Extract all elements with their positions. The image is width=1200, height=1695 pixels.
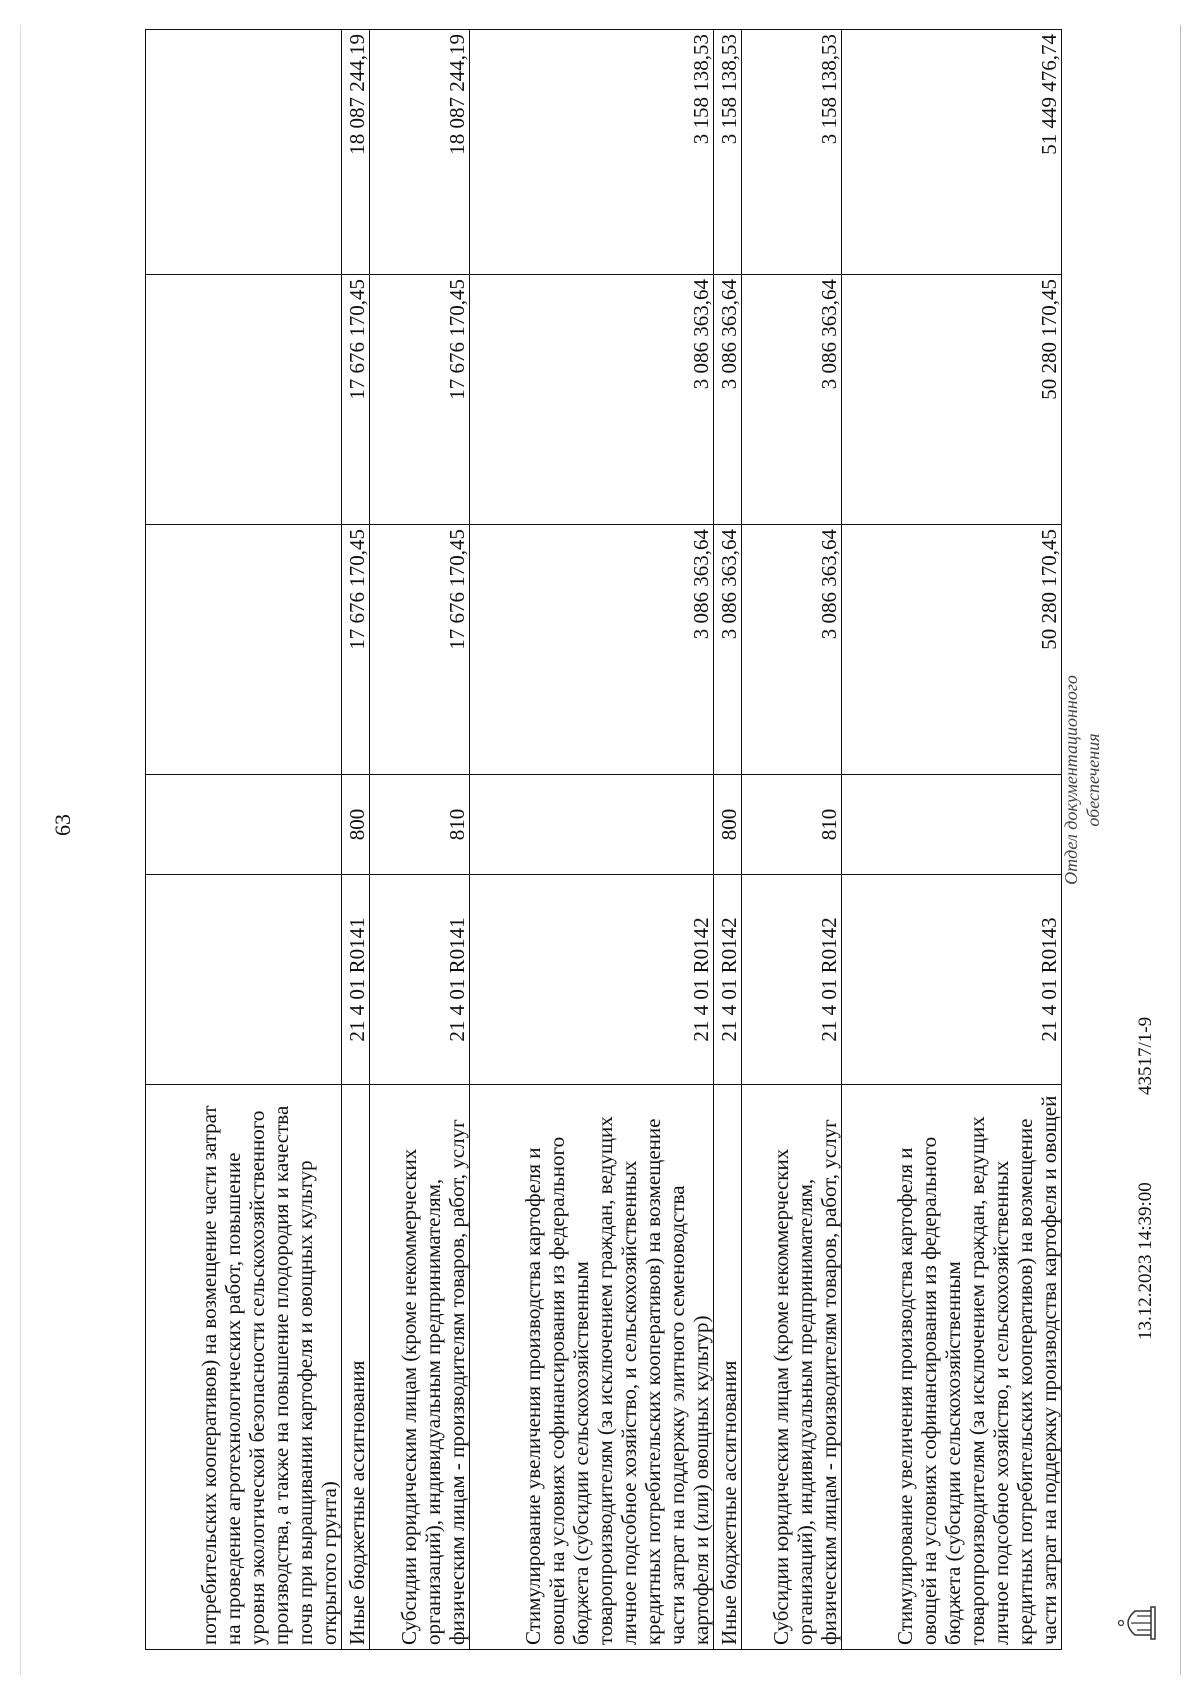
- emblem-logo-icon: [1115, 1603, 1159, 1643]
- row-code: 21 4 01 R0142: [742, 875, 842, 1085]
- row-expense-type: 810: [742, 775, 842, 875]
- row-value-1: 17 676 170,45: [342, 525, 370, 775]
- row-value-2: 50 280 170,45: [842, 275, 1062, 525]
- budget-table: [145, 29, 1062, 1650]
- row-expense-type: [842, 775, 1062, 875]
- department-stamp: [1060, 620, 1104, 940]
- row-description: Субсидии юридическим лицам (кроме некоммерческих организаций), индивидуальным предпринимателям, физическим лицам - производителям товаров, работ, услуг: [742, 1085, 842, 1650]
- row-code: [146, 875, 342, 1085]
- scan-artifact: [20, 25, 21, 1675]
- row-description: Стимулирование увеличения производства картофеля и овощей на условиях софинансирования из федерального бюджета (субсидии сельскохозяйственным товаропроизводителям (за исключением граждан, ведущих личное подсобное хозяйство, и сельскохозяйственных кредитных потребительских кооперативов) на возмещение части затрат на поддержку производства картофеля и овощей: [842, 1085, 1062, 1650]
- stamp-line-2: обеспечения: [1083, 733, 1103, 827]
- table-row: [714, 30, 742, 1650]
- row-code: 21 4 01 R0142: [714, 875, 742, 1085]
- row-code: 21 4 01 R0142: [470, 875, 714, 1085]
- table-row: [146, 30, 342, 1650]
- row-description: Иные бюджетные ассигнования: [714, 1085, 742, 1650]
- row-value-3: 3 158 138,53: [742, 30, 842, 275]
- row-description: Субсидии юридическим лицам (кроме некоммерческих организаций), индивидуальным предпринимателям, физическим лицам - производителям товаров, работ, услуг: [370, 1085, 470, 1650]
- row-value-1: 3 086 363,64: [470, 525, 714, 775]
- row-value-2: 3 086 363,64: [714, 275, 742, 525]
- row-value-3: [146, 30, 342, 275]
- row-description: Стимулирование увеличения производства картофеля и овощей на условиях софинансирования из федерального бюджета (субсидии сельскохозяйственным товаропроизводителям (за исключением граждан, ведущих личное подсобное хозяйство, и сельскохозяйственных кредитных потребительских кооперативов) на возмещение части затрат на поддержку элитного семеноводства картофеля и (или) овощных культур): [470, 1085, 714, 1650]
- row-value-3: 18 087 244,19: [370, 30, 470, 275]
- scan-artifact: [1180, 25, 1181, 1675]
- table-row: [370, 30, 470, 1650]
- row-value-3: 3 158 138,53: [470, 30, 714, 275]
- table-row: [470, 30, 714, 1650]
- row-value-3: 51 449 476,74: [842, 30, 1062, 275]
- row-value-1: 3 086 363,64: [714, 525, 742, 775]
- row-value-2: 17 676 170,45: [370, 275, 470, 525]
- row-description: Иные бюджетные ассигнования: [342, 1085, 370, 1650]
- row-code: 21 4 01 R0143: [842, 875, 1062, 1085]
- row-value-2: [146, 275, 342, 525]
- row-value-1: [146, 525, 342, 775]
- row-value-3: 18 087 244,19: [342, 30, 370, 275]
- table-row: [342, 30, 370, 1650]
- row-description: потребительских кооперативов) на возмещение части затрат на проведение агротехнологических работ, повышение уровня экологической безопасности сельскохозяйственного производства, а также на повышение плодородия и качества почв при выращивании картофеля и овощных культур открытого грунта): [146, 1085, 342, 1650]
- row-value-1: 3 086 363,64: [742, 525, 842, 775]
- row-code: 21 4 01 R0141: [342, 875, 370, 1085]
- row-expense-type: 800: [714, 775, 742, 875]
- row-expense-type: [146, 775, 342, 875]
- stamp-line-1: Отдел документационного: [1061, 675, 1081, 885]
- footer-document-number: 43517/1-9: [1135, 1016, 1156, 1095]
- row-expense-type: [470, 775, 714, 875]
- page-number: 63: [50, 814, 75, 836]
- row-expense-type: 810: [370, 775, 470, 875]
- row-code: 21 4 01 R0141: [370, 875, 470, 1085]
- table-row: [842, 30, 1062, 1650]
- row-expense-type: 800: [342, 775, 370, 875]
- row-value-1: 50 280 170,45: [842, 525, 1062, 775]
- table-row: [742, 30, 842, 1650]
- row-value-2: 17 676 170,45: [342, 275, 370, 525]
- row-value-2: 3 086 363,64: [742, 275, 842, 525]
- row-value-3: 3 158 138,53: [714, 30, 742, 275]
- row-value-2: 3 086 363,64: [470, 275, 714, 525]
- row-value-1: 17 676 170,45: [370, 525, 470, 775]
- footer-date: 13.12.2023 14:39:00: [1135, 1182, 1156, 1340]
